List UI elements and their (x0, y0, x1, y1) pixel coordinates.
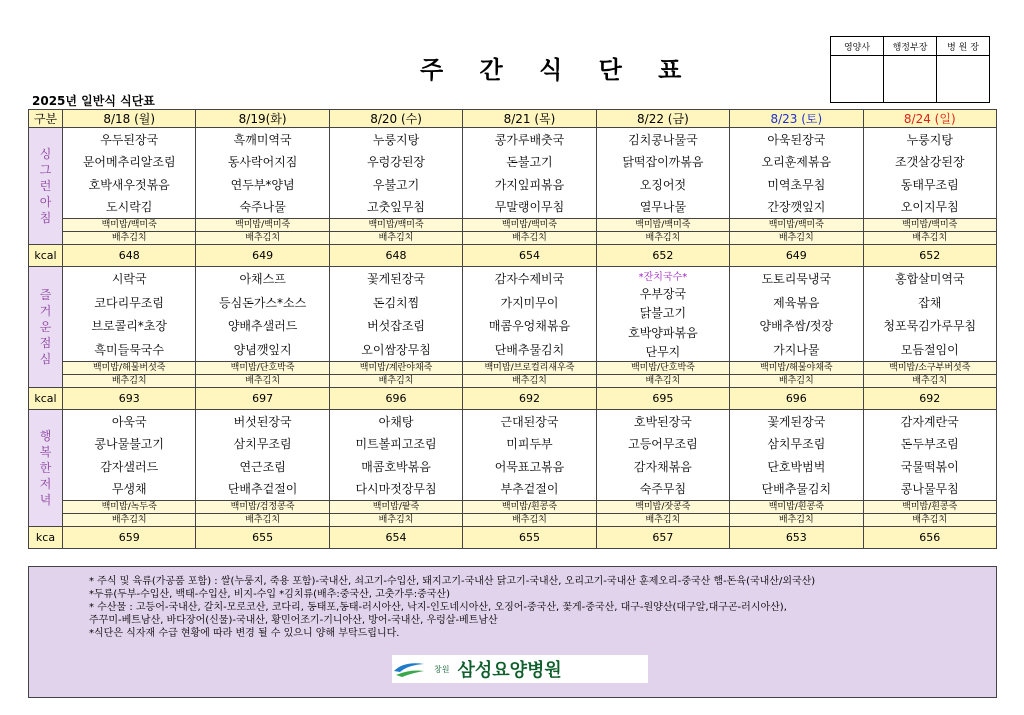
dish-item: 가지잎피볶음 (494, 177, 565, 192)
rice-porridge-cell: 백미밥/흰콩죽 (463, 501, 596, 514)
lunch-dishes-cell (329, 267, 462, 362)
lunch-rice-row (29, 362, 997, 375)
kimchi-cell: 배추김치 (863, 514, 996, 527)
dish-item: 우불고기 (372, 177, 420, 192)
logo-swoosh-icon (392, 659, 426, 679)
kimchi-cell: 배추김치 (730, 232, 863, 245)
dish-item: 미트볼피고조림 (355, 437, 437, 452)
dish-item: 고등어무조림 (628, 437, 698, 452)
rice-porridge-cell: 백미밥/백미죽 (730, 219, 863, 232)
dinner-dishes-cell (596, 410, 729, 501)
dish-item: 아채탕 (378, 414, 414, 429)
dish-item: 시락국 (111, 272, 147, 287)
dish-item: 매콤우엉채볶음 (488, 319, 571, 334)
dish-item: 양배추쌈/젓장 (759, 319, 834, 334)
breakfast-kcal-row (29, 245, 997, 267)
special-menu-label: *잔치국수* (638, 272, 688, 284)
dish-item: 돈두부조림 (900, 437, 959, 452)
dish-item: 꽃게된장국 (767, 414, 826, 429)
dish-item: 단배추물김치 (761, 482, 832, 497)
dish-item: 단호박범벅 (767, 459, 826, 474)
breakfast-row (29, 128, 997, 219)
dinner-dishes-cell (863, 410, 996, 501)
dish-item: 등심돈가스*소스 (219, 295, 307, 310)
rice-porridge-cell: 백미밥/해물버섯죽 (63, 362, 196, 375)
kimchi-cell: 배추김치 (730, 514, 863, 527)
weekly-menu-table (28, 109, 997, 549)
kcal-value: 652 (863, 245, 996, 267)
rice-porridge-cell: 백미밥/흰콩죽 (863, 501, 996, 514)
rice-porridge-cell: 백미밥/단호박죽 (596, 362, 729, 375)
rice-porridge-cell: 백미밥/백미죽 (863, 219, 996, 232)
rice-porridge-cell: 백미밥/잣콩죽 (596, 501, 729, 514)
dish-item: 도시락김 (106, 200, 153, 215)
kcal-label: kcal (29, 245, 63, 267)
dish-item: 버섯된장국 (233, 414, 292, 429)
rice-porridge-cell: 백미밥/백미죽 (463, 219, 596, 232)
notice-line: *두류(두부-수입산, 백태-수입산, 비지-수입 *김치류(배추:중국산, 고춧가루:중국산) (89, 589, 450, 600)
approval-box (830, 36, 990, 103)
kcal-value: 648 (329, 245, 462, 267)
dish-item: 누룽지탕 (372, 132, 420, 147)
dish-item: 간장깻잎지 (767, 200, 826, 215)
kcal-value: 654 (463, 245, 596, 267)
dish-item: 누룽지탕 (906, 132, 953, 147)
origin-notice (89, 575, 815, 640)
breakfast-dishes-cell (730, 128, 863, 219)
dish-item: 어묵표고볶음 (494, 459, 565, 474)
rice-porridge-cell: 백미밥/백미죽 (196, 219, 329, 232)
approval-sign-cell (884, 56, 937, 103)
dish-item: 가지미무이 (500, 295, 559, 310)
dish-item: 매콤호박볶음 (361, 459, 431, 474)
logo-brand: 삼성요양병원 (457, 660, 562, 681)
lunch-kcal-row (29, 388, 997, 410)
dish-item: 우렁강된장 (367, 155, 426, 170)
dish-item: 국물떡볶이 (900, 459, 959, 474)
rice-porridge-cell: 백미밥/팥죽 (329, 501, 462, 514)
dish-item: 감자채볶음 (633, 459, 692, 474)
kcal-value: 652 (596, 245, 729, 267)
approval-dietitian: 영양사 (831, 37, 884, 56)
page-title: 주 간 식 단 표 (420, 56, 696, 84)
notice-line: 주꾸미-베트남산, 바다장어(신물)-국내산, 황민어조기-기니아산, 방어-국내산, 우렁살-베트남산 (89, 615, 498, 626)
kimchi-cell: 배추김치 (63, 375, 196, 388)
dinner-row (29, 410, 997, 501)
rice-porridge-cell: 백미밥/해물야채죽 (730, 362, 863, 375)
rice-porridge-cell: 백미밥/브로컬리새우죽 (463, 362, 596, 375)
dish-item: 호박새우젓볶음 (88, 177, 170, 192)
dish-item: 흑깨미역국 (233, 132, 292, 147)
dish-item: 우두된장국 (100, 132, 159, 147)
day-header: 8/22 (금) (596, 110, 729, 128)
rice-porridge-cell: 백미밥/흰콩죽 (730, 501, 863, 514)
header-row (29, 110, 997, 128)
dish-item: 콩나물무침 (900, 482, 959, 497)
day-header: 8/19(화) (196, 110, 329, 128)
lunch-dishes-cell (596, 267, 729, 362)
kcal-value: 696 (329, 388, 462, 410)
kcal-value: 649 (196, 245, 329, 267)
dish-item: 아채스프 (239, 272, 286, 287)
kimchi-cell: 배추김치 (196, 514, 329, 527)
kimchi-cell: 배추김치 (329, 232, 462, 245)
kcal-value: 655 (463, 527, 596, 549)
dish-item: 삼치무조림 (233, 437, 292, 452)
dish-item: 코다리무조림 (94, 295, 164, 310)
kcal-value: 655 (196, 527, 329, 549)
dinner-dishes-cell (196, 410, 329, 501)
kcal-value: 697 (196, 388, 329, 410)
dinner-dishes-cell (730, 410, 863, 501)
dish-item: 열무나물 (639, 200, 687, 215)
meal-label-dinner: 행 복 한 저 녁 (29, 410, 63, 527)
kimchi-cell: 배추김치 (863, 232, 996, 245)
dish-item: 오징어젓 (639, 177, 687, 192)
kcal-value: 649 (730, 245, 863, 267)
dish-item: 청포묵김가루무침 (883, 319, 977, 334)
dish-item: 버섯잡조림 (367, 319, 426, 334)
dish-item: 오이지무침 (900, 200, 959, 215)
dish-item: 양념깻잎지 (233, 342, 292, 357)
kimchi-cell: 배추김치 (463, 514, 596, 527)
dish-item: 문어메추리알조림 (82, 155, 176, 170)
dish-item: 흑미들묵국수 (94, 342, 164, 357)
rice-porridge-cell: 백미밥/백미죽 (329, 219, 462, 232)
kimchi-cell: 배추김치 (196, 375, 329, 388)
lunch-dishes-cell (63, 267, 196, 362)
dish-item: 무생채 (111, 482, 147, 497)
kimchi-cell: 배추김치 (596, 232, 729, 245)
notice-line: *식단은 식자재 수급 현황에 따라 변경 될 수 있으니 양해 부탁드립니다. (89, 628, 400, 639)
dish-item: 감자샐러드 (100, 459, 159, 474)
kimchi-cell: 배추김치 (863, 375, 996, 388)
dish-item: 연근조림 (239, 459, 286, 474)
day-header: 8/23 (토) (730, 110, 863, 128)
dish-item: 단배추물김치 (494, 342, 565, 357)
kimchi-cell: 배추김치 (196, 232, 329, 245)
dish-item: 다시마젓장무침 (355, 482, 437, 497)
kcal-value: 693 (63, 388, 196, 410)
meal-label-breakfast: 싱 그 런 아 침 (29, 128, 63, 245)
approval-sign-cell (937, 56, 990, 103)
dish-item: 동사락어지짐 (227, 155, 298, 170)
dish-item: 가지나물 (773, 342, 820, 357)
dish-item: 숙주무침 (639, 482, 687, 497)
dish-item: 조갯살강된장 (894, 155, 965, 170)
dish-item: 브로콜리*초장 (91, 319, 167, 334)
breakfast-dishes-cell (863, 128, 996, 219)
dish-item: 오리훈제볶음 (761, 155, 832, 170)
kcal-label: kcal (29, 388, 63, 410)
rice-porridge-cell: 백미밥/백미죽 (596, 219, 729, 232)
kcal-value: 692 (863, 388, 996, 410)
dish-item: 오이쌈장무침 (361, 342, 431, 357)
day-header: 8/21 (목) (463, 110, 596, 128)
kcal-value: 659 (63, 527, 196, 549)
dinner-kimchi-row (29, 514, 997, 527)
dinner-rice-row (29, 501, 997, 514)
lunch-row (29, 267, 997, 362)
dish-item: 연두부*양념 (230, 177, 295, 192)
dish-item: 아욱된장국 (767, 132, 826, 147)
dish-item: 단무지 (645, 344, 681, 359)
dish-item: 호박양파볶음 (628, 325, 698, 340)
hospital-logo (392, 655, 648, 683)
lunch-dishes-cell (196, 267, 329, 362)
day-header: 8/20 (수) (329, 110, 462, 128)
breakfast-dishes-cell (463, 128, 596, 219)
dish-item: 김치콩나물국 (628, 132, 698, 147)
kcal-label: kca (29, 527, 63, 549)
dish-item: 부추겉절이 (500, 482, 559, 497)
dish-item: 닭불고기 (639, 306, 687, 321)
day-header: 8/24 (일) (863, 110, 996, 128)
lunch-dishes-cell (730, 267, 863, 362)
rice-porridge-cell: 백미밥/검정콩죽 (196, 501, 329, 514)
breakfast-dishes-cell (196, 128, 329, 219)
kimchi-cell: 배추김치 (596, 514, 729, 527)
dish-item: 콩가루배춧국 (494, 132, 565, 147)
kcal-value: 653 (730, 527, 863, 549)
dish-item: 미역초무침 (767, 177, 826, 192)
kcal-value: 657 (596, 527, 729, 549)
meal-label-lunch: 즐 거 운 점 심 (29, 267, 63, 388)
dish-item: 양배추샐러드 (227, 319, 298, 334)
lunch-kimchi-row (29, 375, 997, 388)
dish-item: 제육볶음 (773, 295, 820, 310)
dish-item: 호박된장국 (633, 414, 692, 429)
dish-item: 꽃게된장국 (367, 272, 426, 287)
rice-porridge-cell: 백미밥/단호박죽 (196, 362, 329, 375)
kimchi-cell: 배추김치 (463, 375, 596, 388)
dish-item: 도토리묵냉국 (761, 272, 832, 287)
kimchi-cell: 배추김치 (596, 375, 729, 388)
dish-item: 동태무조림 (900, 177, 959, 192)
logo-region: 창원 (434, 664, 450, 674)
notice-line: * 주식 및 육류(가공품 포함) : 쌀(누룽지, 죽용 포함)-국내산, 쇠고기-수입산, 돼지고기-국내산 닭고기-국내산, 오리고기-국내산 훈제오리-중국산 햄-돈육(국내산/외국산) (89, 576, 816, 587)
breakfast-dishes-cell (596, 128, 729, 219)
breakfast-rice-row (29, 219, 997, 232)
dish-item: 홍합살미역국 (894, 272, 965, 287)
dish-item: 돈김치찜 (372, 295, 420, 310)
dish-item: 숙주나물 (239, 200, 286, 215)
rice-porridge-cell: 백미밥/계란야채죽 (329, 362, 462, 375)
kcal-value: 654 (329, 527, 462, 549)
dinner-kcal-row (29, 527, 997, 549)
kimchi-cell: 배추김치 (329, 514, 462, 527)
header-label: 구분 (29, 110, 63, 128)
breakfast-dishes-cell (63, 128, 196, 219)
dish-item: 감자계란국 (900, 414, 959, 429)
dish-item: 콩나물불고기 (94, 437, 164, 452)
dinner-dishes-cell (329, 410, 462, 501)
kcal-value: 648 (63, 245, 196, 267)
kimchi-cell: 배추김치 (730, 375, 863, 388)
kcal-value: 696 (730, 388, 863, 410)
dish-item: 잡채 (918, 295, 942, 310)
dish-item: 삼치무조림 (767, 437, 826, 452)
kimchi-cell: 배추김치 (463, 232, 596, 245)
approval-director: 병 원 장 (937, 37, 990, 56)
kcal-value: 695 (596, 388, 729, 410)
menu-subtitle: 2025년 일반식 식단표 (32, 94, 155, 108)
notice-line: * 수산물 : 고등어-국내산, 갈치-모로코산, 코다리, 동태포,동태-러시아산, 낙지-인도네시아산, 오징어-중국산, 꽃게-중국산, 대구-원양산(대구알,대구곤-러시아산), (89, 602, 787, 613)
dish-item: 무말랭이무침 (494, 200, 565, 215)
rice-porridge-cell: 백미밥/녹두죽 (63, 501, 196, 514)
dish-item: 감자수제비국 (494, 272, 565, 287)
breakfast-dishes-cell (329, 128, 462, 219)
dinner-dishes-cell (63, 410, 196, 501)
dish-item: 모듬절임이 (900, 342, 959, 357)
approval-admin: 행정부장 (884, 37, 937, 56)
dish-item: 돈불고기 (506, 155, 553, 170)
lunch-dishes-cell (463, 267, 596, 362)
kcal-value: 692 (463, 388, 596, 410)
kimchi-cell: 배추김치 (329, 375, 462, 388)
dish-item: 아욱국 (111, 414, 147, 429)
kimchi-cell: 배추김치 (63, 232, 196, 245)
dish-item: 미피두부 (506, 437, 553, 452)
kcal-value: 656 (863, 527, 996, 549)
dish-item: 고춧잎무침 (367, 200, 426, 215)
dinner-dishes-cell (463, 410, 596, 501)
breakfast-kimchi-row (29, 232, 997, 245)
kimchi-cell: 배추김치 (63, 514, 196, 527)
approval-sign-cell (831, 56, 884, 103)
rice-porridge-cell: 백미밥/백미죽 (63, 219, 196, 232)
dish-item: 닭떡잡이까볶음 (622, 155, 704, 170)
day-header: 8/18 (월) (63, 110, 196, 128)
dish-item: 근대된장국 (500, 414, 559, 429)
lunch-dishes-cell (863, 267, 996, 362)
dish-item: 우부장국 (639, 287, 687, 302)
rice-porridge-cell: 백미밥/소구부버섯죽 (863, 362, 996, 375)
dish-item: 단배추겉절이 (227, 482, 298, 497)
